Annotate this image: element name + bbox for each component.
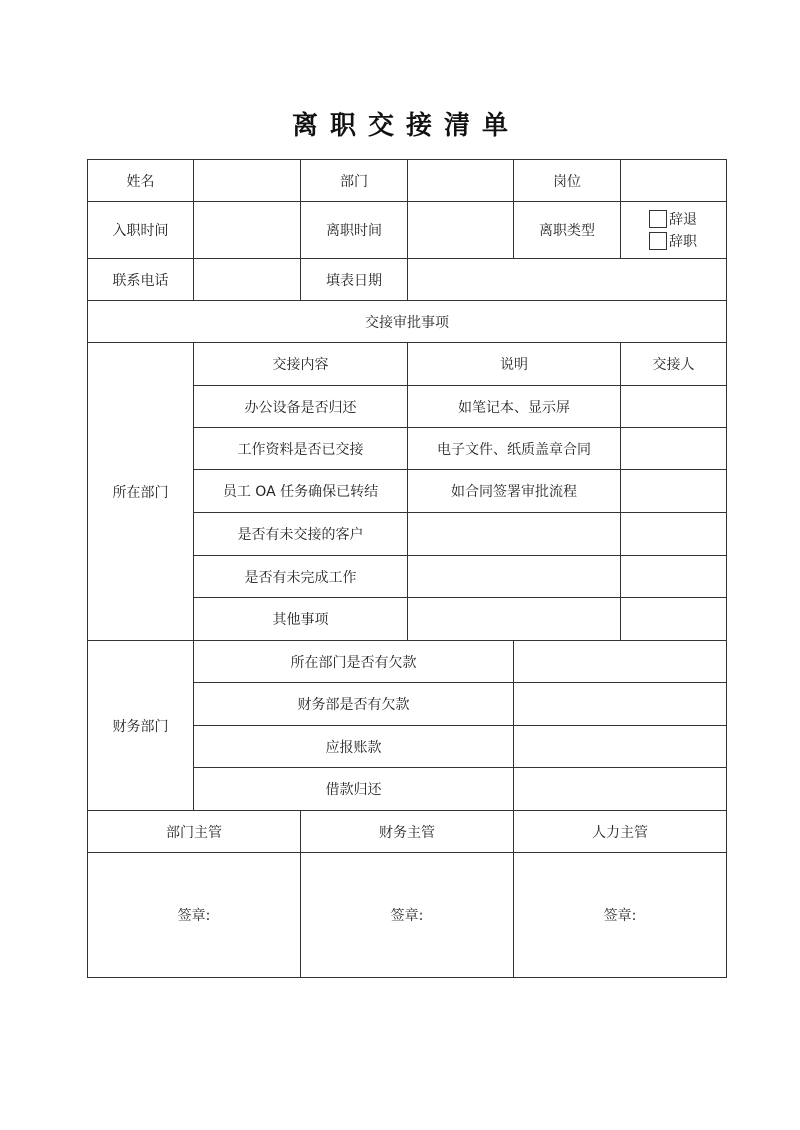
finance-value-field[interactable] [514, 768, 727, 811]
dept-item: 是否有未交接的客户 [194, 513, 408, 556]
name-label: 姓名 [88, 160, 194, 202]
fill-date-label: 填表日期 [301, 259, 408, 301]
dept-note: 如合同签署审批流程 [408, 470, 621, 513]
name-field[interactable] [194, 160, 301, 202]
hr-supervisor-label: 人力主管 [514, 811, 727, 853]
dept-item: 其他事项 [194, 598, 408, 641]
dept-label: 部门 [301, 160, 408, 202]
header-row-3 [88, 259, 727, 301]
finance-item: 所在部门是否有欠款 [194, 641, 514, 683]
fill-date-field[interactable] [408, 259, 727, 301]
entry-date-label: 入职时间 [88, 202, 194, 259]
signoff-row [88, 853, 727, 978]
table-row [88, 641, 727, 683]
dept-handover-person-field[interactable] [621, 428, 727, 470]
finance-value-field[interactable] [514, 641, 727, 683]
position-label: 岗位 [514, 160, 621, 202]
finance-item: 应报账款 [194, 726, 514, 768]
position-field[interactable] [621, 160, 727, 202]
header-row-1 [88, 160, 727, 202]
phone-label: 联系电话 [88, 259, 194, 301]
dept-handover-person-field[interactable] [621, 556, 727, 598]
dept-item: 工作资料是否已交接 [194, 428, 408, 470]
signoff-header-row [88, 811, 727, 853]
finance-supervisor-label: 财务主管 [301, 811, 514, 853]
dept-note: 如笔记本、显示屏 [408, 386, 621, 428]
dept-item: 员工 OA 任务确保已转结 [194, 470, 408, 513]
finance-item: 财务部是否有欠款 [194, 683, 514, 726]
dept-note: 电子文件、纸质盖章合同 [408, 428, 621, 470]
finance-value-field[interactable] [514, 726, 727, 768]
leave-type-options [621, 202, 727, 259]
finance-section-label: 财务部门 [88, 641, 194, 811]
dismissal-label: 辞退 [669, 212, 697, 228]
dept-columns-row [88, 343, 727, 386]
dept-item: 办公设备是否归还 [194, 386, 408, 428]
hr-supervisor-signature[interactable]: 签章: [514, 853, 727, 978]
dept-note-field[interactable] [408, 598, 621, 641]
header-row-2 [88, 202, 727, 259]
dept-handover-person-field[interactable] [621, 598, 727, 641]
resignation-checkbox[interactable] [649, 232, 667, 250]
finance-value-field[interactable] [514, 683, 727, 726]
dept-handover-person-field[interactable] [621, 513, 727, 556]
entry-date-field[interactable] [194, 202, 301, 259]
leave-type-option-dismissal[interactable] [649, 208, 726, 230]
approval-title-row [88, 301, 727, 343]
finance-item: 借款归还 [194, 768, 514, 811]
form-title: 离职交接清单 [291, 111, 520, 141]
dept-field[interactable] [408, 160, 514, 202]
leave-date-label: 离职时间 [301, 202, 408, 259]
dismissal-checkbox[interactable] [649, 210, 667, 228]
leave-type-label: 离职类型 [514, 202, 621, 259]
col-handover-person: 交接人 [621, 343, 727, 386]
dept-note-field[interactable] [408, 513, 621, 556]
leave-date-field[interactable] [408, 202, 514, 259]
dept-note-field[interactable] [408, 556, 621, 598]
handover-form-table [87, 159, 727, 978]
finance-supervisor-signature[interactable]: 签章: [301, 853, 514, 978]
resignation-label: 辞职 [669, 234, 697, 250]
dept-handover-person-field[interactable] [621, 386, 727, 428]
col-handover-content: 交接内容 [194, 343, 408, 386]
approval-section-title: 交接审批事项 [88, 301, 727, 343]
dept-supervisor-label: 部门主管 [88, 811, 301, 853]
phone-field[interactable] [194, 259, 301, 301]
dept-supervisor-signature[interactable]: 签章: [88, 853, 301, 978]
dept-item: 是否有未完成工作 [194, 556, 408, 598]
dept-handover-person-field[interactable] [621, 470, 727, 513]
dept-section-label: 所在部门 [88, 343, 194, 641]
leave-type-option-resignation[interactable] [649, 230, 726, 252]
col-description: 说明 [408, 343, 621, 386]
